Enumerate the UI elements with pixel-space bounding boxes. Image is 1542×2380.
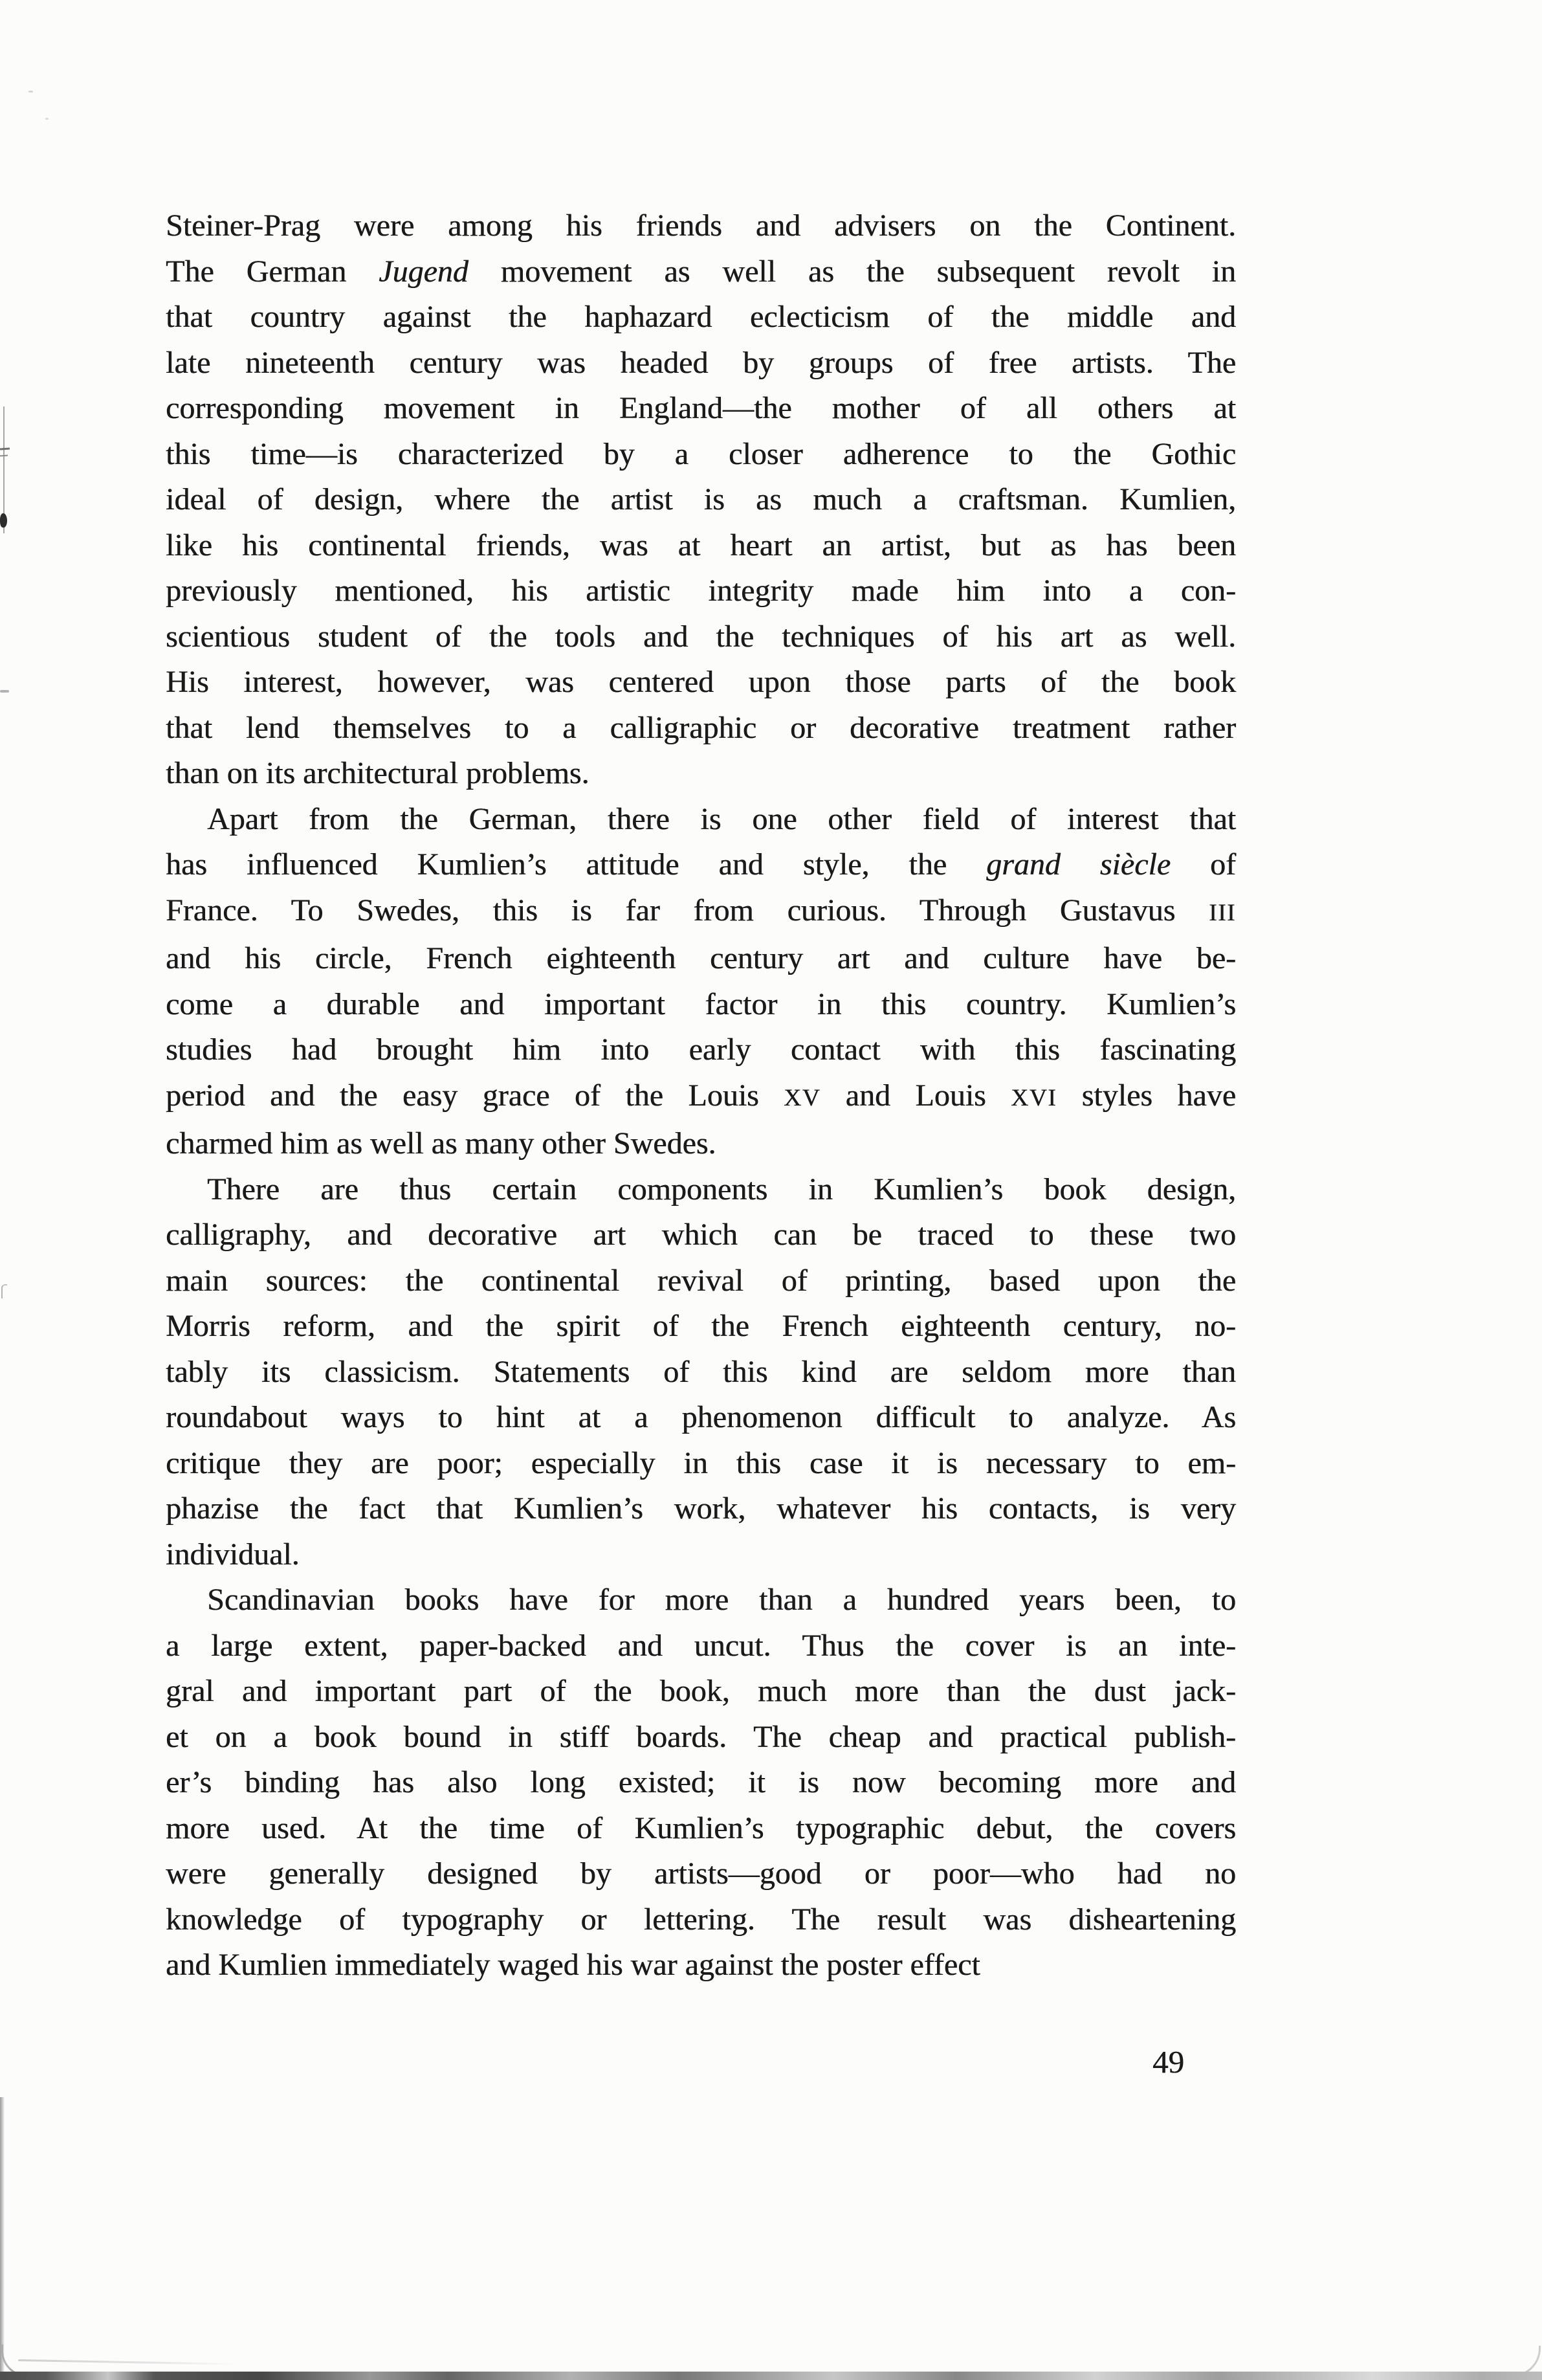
text-line: roundabout ways to hint at a phenomenon difficult to analyze. As bbox=[166, 1400, 1236, 1434]
text-line: er’s binding has also long existed; it is now becoming more and bbox=[166, 1765, 1236, 1799]
scan-corner-bottom-left bbox=[1, 2344, 35, 2377]
text-line: has influenced Kumlien’s attitude and style, the grand siècle of bbox=[166, 847, 1237, 882]
text-line: ideal of design, where the artist is as much a craftsman. Kumlien, bbox=[166, 482, 1236, 517]
text-line: like his continental friends, was at heart an artist, but as has been bbox=[166, 528, 1236, 562]
scan-left-edge-shadow bbox=[0, 2097, 5, 2380]
text-line: come a durable and important factor in this country. Kumlien’s bbox=[166, 986, 1236, 1021]
text-line: Morris reform, and the spirit of the French eighteenth century, no- bbox=[166, 1309, 1236, 1343]
small-caps-text: XVI bbox=[1011, 1084, 1057, 1111]
text-line: studies had brought him into early contact with this fascinating bbox=[166, 1032, 1236, 1067]
text-line: were generally designed by artists—good or poor—who had no bbox=[166, 1856, 1236, 1891]
scan-ink-blob bbox=[0, 513, 7, 528]
text-line: period and the easy grace of the Louis XV and Louis XVI styles have bbox=[166, 1078, 1236, 1113]
text-line: charmed him as well as many other Swedes. bbox=[166, 1126, 716, 1161]
text-line: phazise the fact that Kumlien’s work, whatever his contacts, is very bbox=[166, 1491, 1236, 1526]
paragraph bbox=[166, 1167, 1236, 1578]
italic-text: grand siècle bbox=[986, 847, 1171, 882]
text-line: His interest, however, was centered upon those parts of the book bbox=[166, 665, 1236, 699]
scan-margin-tick bbox=[0, 455, 8, 457]
page-number: 49 bbox=[1152, 2044, 1184, 2080]
text-line: and his circle, French eighteenth century art and culture have be- bbox=[166, 941, 1236, 975]
text-line: The German Jugend movement as well as the subsequent revolt in bbox=[166, 254, 1237, 289]
paragraph bbox=[166, 797, 1236, 1167]
text-line: than on its architectural problems. bbox=[166, 756, 589, 790]
text-line: calligraphy, and decorative art which can be traced to these two bbox=[166, 1218, 1236, 1252]
small-caps-text: III bbox=[1209, 899, 1236, 926]
scan-speck bbox=[28, 91, 33, 93]
text-line: more used. At the time of Kumlien’s typographic debut, the covers bbox=[166, 1810, 1236, 1845]
scan-speck bbox=[0, 690, 9, 693]
scan-bottom-edge bbox=[0, 2372, 1542, 2380]
text-line: critique they are poor; especially in this case it is necessary to em- bbox=[166, 1445, 1236, 1480]
scan-margin-line bbox=[3, 406, 5, 533]
text-line: Scandinavian books have for more than a hundred years been, to bbox=[207, 1583, 1236, 1617]
paragraph bbox=[166, 1577, 1236, 1988]
italic-text: Jugend bbox=[379, 254, 468, 289]
paragraph bbox=[166, 203, 1236, 797]
scan-speck bbox=[45, 118, 49, 120]
text-line: that country against the haphazard eclecticism of the middle and bbox=[166, 300, 1236, 334]
text-line: There are thus certain components in Kumlien’s book design, bbox=[207, 1172, 1236, 1207]
text-line: knowledge of typography or lettering. The result was disheartening bbox=[166, 1902, 1236, 1937]
text-line: et on a book bound in stiff boards. The cheap and practical publish- bbox=[166, 1719, 1236, 1754]
scan-margin-mark bbox=[1, 1284, 7, 1298]
text-line: this time—is characterized by a closer adherence to the Gothic bbox=[166, 436, 1236, 471]
text-line: late nineteenth century was headed by groups of free artists. The bbox=[166, 345, 1236, 380]
scan-margin-tick bbox=[0, 447, 10, 450]
text-line: corresponding movement in England—the mother of all others at bbox=[166, 391, 1236, 425]
scan-crease bbox=[18, 2359, 238, 2365]
text-line: and Kumlien immediately waged his war against the poster effect bbox=[166, 1948, 980, 1982]
text-block bbox=[166, 203, 1236, 1988]
text-line: that lend themselves to a calligraphic or decorative treatment rather bbox=[166, 710, 1236, 745]
text-line: gral and important part of the book, much more than the dust jack- bbox=[166, 1674, 1236, 1708]
text-line: Steiner-Prag were among his friends and advisers on the Continent. bbox=[166, 208, 1236, 243]
text-line: tably its classicism. Statements of this kind are seldom more than bbox=[166, 1354, 1236, 1389]
text-line: individual. bbox=[166, 1537, 300, 1572]
small-caps-text: XV bbox=[784, 1084, 821, 1111]
text-line: Apart from the German, there is one other field of interest that bbox=[207, 801, 1236, 836]
text-line: scientious student of the tools and the techniques of his art as well. bbox=[166, 619, 1236, 654]
text-line: France. To Swedes, this is far from curious. Through Gustavus III bbox=[166, 893, 1236, 928]
text-line: a large extent, paper-backed and uncut. Thus the cover is an inte- bbox=[166, 1628, 1236, 1663]
text-line: main sources: the continental revival of printing, based upon the bbox=[166, 1263, 1236, 1298]
scan-corner-bottom-right bbox=[1506, 2346, 1541, 2377]
text-line: previously mentioned, his artistic integrity made him into a con- bbox=[166, 573, 1236, 608]
